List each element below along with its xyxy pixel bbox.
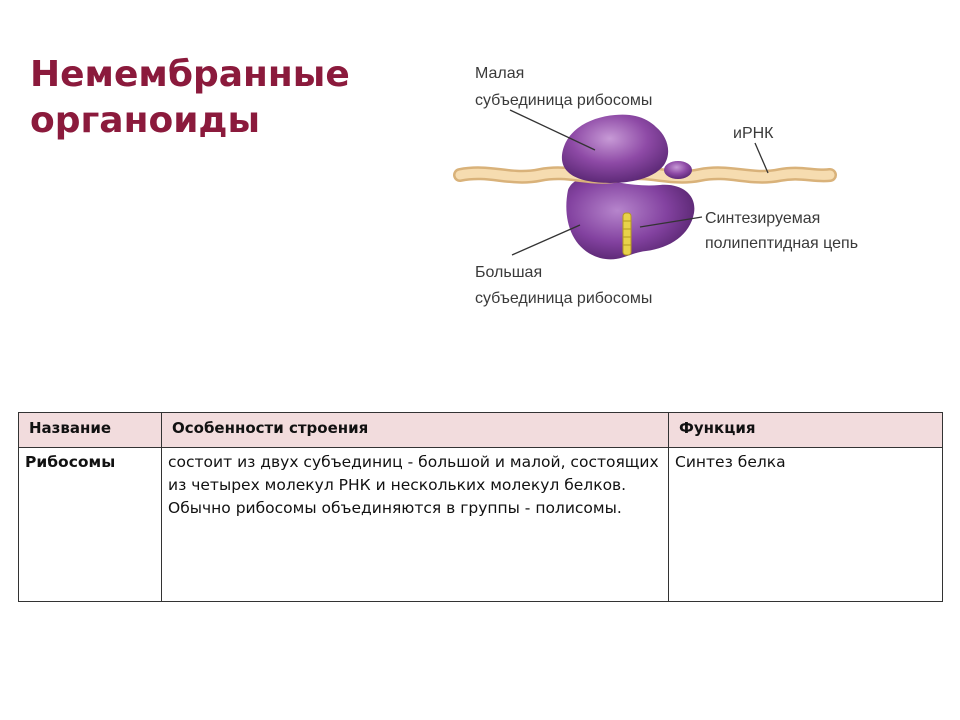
slide-title-line-2: органоиды xyxy=(30,100,261,141)
table-row xyxy=(19,448,943,602)
label-polypeptide-1: Синтезируемая xyxy=(705,210,821,227)
ribosome-illustration xyxy=(450,55,930,315)
small-subunit-shape xyxy=(562,115,668,183)
polypeptide-chain xyxy=(623,213,631,255)
slide-title-line-1: Немембранные xyxy=(30,54,350,95)
table-header-row xyxy=(19,413,943,448)
label-large-subunit-2: субъединица рибосомы xyxy=(475,290,653,307)
mrna-leader xyxy=(755,143,768,173)
header-name: Название xyxy=(19,413,162,448)
header-structure: Особенности строения xyxy=(162,413,669,448)
header-function: Функция xyxy=(669,413,943,448)
large-subunit-leader xyxy=(512,225,580,255)
ribosome-diagram xyxy=(450,55,930,315)
label-polypeptide-2: полипептидная цепь xyxy=(705,235,859,252)
slide-title xyxy=(30,52,410,144)
label-small-subunit-2: субъединица рибосомы xyxy=(475,92,653,109)
cell-name: Рибосомы xyxy=(19,448,162,602)
organoids-table xyxy=(18,412,943,602)
label-large-subunit-1: Большая xyxy=(475,264,543,281)
cell-function: Синтез белка xyxy=(669,448,943,602)
label-mrna: иРНК xyxy=(733,125,774,142)
cell-structure: состоит из двух субъединиц - большой и малой, состоящих из четырех молекул РНК и нескольких молекул белков. Обычно рибосомы объединяются в группы - полисомы. xyxy=(162,448,669,602)
label-small-subunit-1: Малая xyxy=(475,65,525,82)
